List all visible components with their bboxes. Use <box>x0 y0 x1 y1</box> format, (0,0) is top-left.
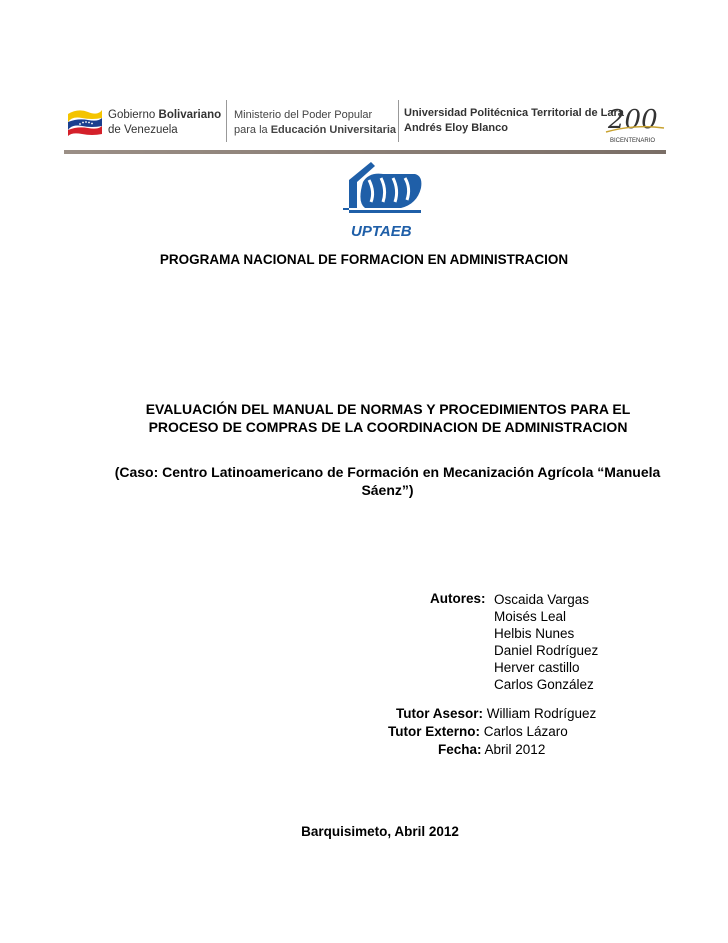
authors-list <box>494 591 598 693</box>
program-title: PROGRAMA NACIONAL DE FORMACION EN ADMINISTRACION <box>159 252 569 267</box>
tutor-asesor-label: Tutor Asesor: <box>396 706 484 721</box>
author-name: Moisés Leal <box>494 609 567 624</box>
divider <box>226 100 227 142</box>
svg-text:BICENTENARIO: BICENTENARIO <box>610 138 656 144</box>
tutor-externo <box>388 724 568 739</box>
authors-label: Autores: <box>430 591 486 606</box>
tutor-externo-value: Carlos Lázaro <box>483 724 568 739</box>
thesis-title: EVALUACIÓN DEL MANUAL DE NORMAS Y PROCEDIMIENTOS PARA EL PROCESO DE COMPRAS DE LA COORDINACION DE ADMINISTRACION <box>145 401 631 435</box>
uptaeb-emblem-icon <box>335 158 431 242</box>
bicentenario-emblem-icon <box>604 98 666 148</box>
author-name: Daniel Rodríguez <box>494 643 599 658</box>
date-field <box>438 742 545 757</box>
venezuela-flag-icon <box>66 106 104 136</box>
case-description: (Caso: Centro Latinoamericano de Formación en Mecanización Agrícola “Manuela Sáenz”) <box>114 464 661 498</box>
tutor-asesor <box>396 706 596 721</box>
header-underline <box>64 150 666 154</box>
date-label: Fecha: <box>438 742 482 757</box>
ministry-label: Ministerio del Poder Popular para la Educación Universitaria <box>234 109 397 136</box>
header-banner <box>64 92 666 154</box>
tutor-externo-label: Tutor Externo: <box>388 724 480 739</box>
svg-text:UPTAEB: UPTAEB <box>351 223 412 240</box>
author-name: Carlos González <box>494 677 594 692</box>
government-label: Gobierno Bolivariano de Venezuela <box>108 109 222 136</box>
university-label: Universidad Politécnica Territorial de Lara Andrés Eloy Blanco <box>404 107 624 134</box>
svg-text:200: 200 <box>608 105 658 135</box>
author-name: Helbis Nunes <box>494 626 575 641</box>
divider <box>398 100 399 142</box>
bicentenario-logo <box>604 98 666 148</box>
date-value: Abril 2012 <box>484 742 546 757</box>
author-name: Herver castillo <box>494 660 580 675</box>
author-name: Oscaida Vargas <box>494 592 590 607</box>
university-logo <box>335 158 431 242</box>
tutor-asesor-value: William Rodríguez <box>486 706 597 721</box>
place-date: Barquisimeto, Abril 2012 <box>301 824 459 839</box>
